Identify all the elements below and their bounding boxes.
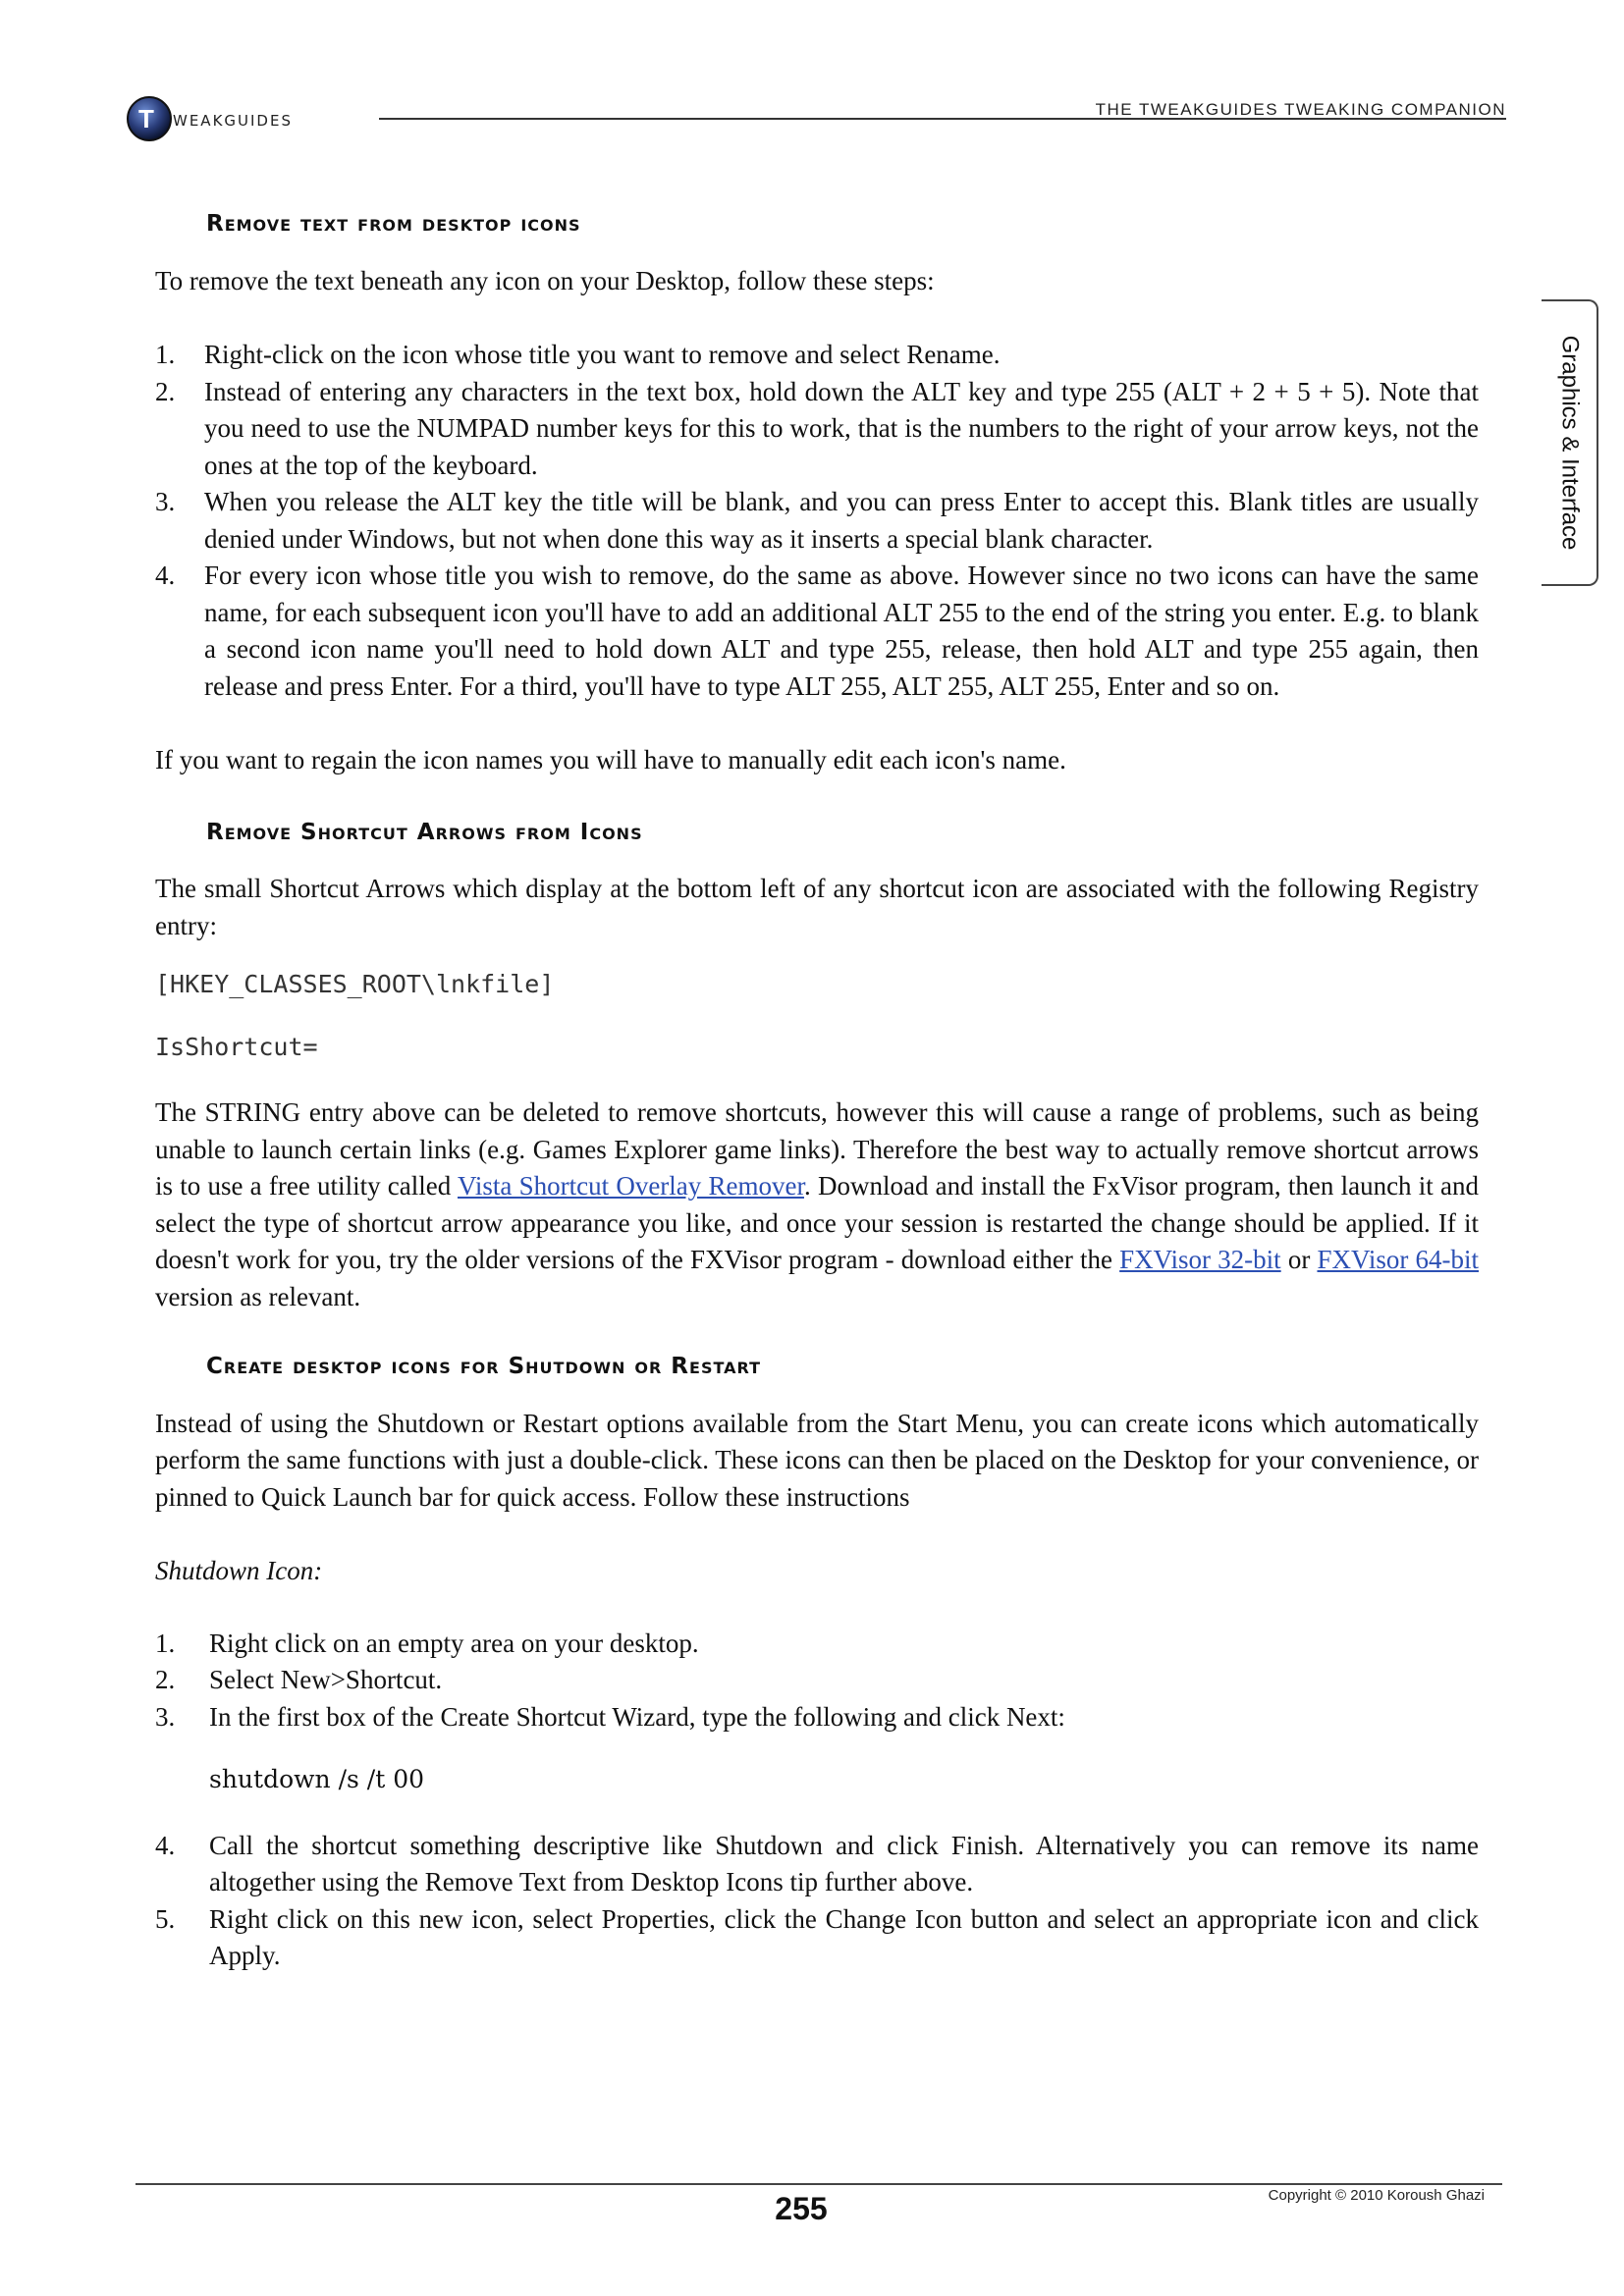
section1-steps [155,337,1479,705]
page-number: 255 [775,2191,828,2226]
shutdown-command: shutdown /s /t 00 [209,1765,425,1793]
list-item: 3. When you release the ALT key the title will be blank, and you can press Enter to accept this. Blank titles are usually denied under Windows, but not when done this way as it inserts a special blank character. [155,487,1479,554]
vista-shortcut-overlay-remover-link[interactable]: Vista Shortcut Overlay Remover [458,1171,804,1201]
svg-text:WEAKGUIDES: WEAKGUIDES [173,112,293,130]
list-item: 4. For every icon whose title you wish to remove, do the same as above. However since no two icons can have the same name, for each subsequent icon you'll have to add an additional ALT 255 to the end of the string you enter. E.g. to blank a second icon name you'll need to hold down ALT and type 255, release, then hold ALT and type 255 again, then release and press Enter. For a third, you'll have to type ALT 255, ALT 255, ALT 255, Enter and so on. [155,561,1479,701]
header-title: THE TWEAKGUIDES TWEAKING COMPANION [1095,100,1506,119]
section2-intro: The small Shortcut Arrows which display at the bottom left of any shortcut icon are associated with the following Registry entry: [155,874,1479,940]
list-item: 5. Right click on this new icon, select Properties, click the Change Icon button and select an appropriate icon and click Apply. [155,1903,1479,1970]
copyright-notice: Copyright © 2010 Koroush Ghazi [1268,2187,1485,2204]
page-content [155,206,1479,1975]
list-item: 2. Instead of entering any characters in the text box, hold down the ALT key and type 255 (ALT + 2 + 5 + 5). Note that you need to use the NUMPAD number keys for this to work, that is the numbers to the right of your arrow keys, not the ones at the top of the keyboard. [155,376,1479,480]
shutdown-icon-subheading: Shutdown Icon: [155,1556,323,1585]
section3-steps-a [155,1626,1479,1736]
chapter-tab-label: Graphics & Interface [1556,335,1584,551]
list-item: 2. Select New>Shortcut. [155,1665,443,1694]
registry-key: [HKEY_CLASSES_ROOT\lnkfile] [155,970,555,998]
page-header [126,90,1506,145]
section3-intro: Instead of using the Shutdown or Restart options available from the Start Menu, you can create icons which automatically perform the same functions with just a double-click. These icons can then be placed on the Desktop for your convenience, or pinned to Quick Launch bar for quick access. Follow these instructions [155,1408,1479,1512]
fxvisor-32bit-link[interactable]: FXVisor 32-bit [1119,1245,1281,1274]
list-item: 1. Right click on an empty area on your desktop. [155,1628,699,1658]
footer-rule [135,2183,1502,2185]
list-item: 3. In the first box of the Create Shortcut Wizard, type the following and click Next: [155,1701,1065,1732]
section1-intro: To remove the text beneath any icon on your Desktop, follow these steps: [155,265,935,295]
section-heading-remove-shortcut-arrows: Remove Shortcut Arrows from Icons [206,819,643,845]
section1-outro: If you want to regain the icon names you will have to manually edit each icon's name. [155,745,1066,774]
svg-text:T: T [138,104,154,133]
chapter-tab [1542,299,1598,586]
section-heading-remove-text: Remove text from desktop icons [206,211,581,237]
tweakguides-logo [126,94,381,143]
fxvisor-64bit-link[interactable]: FXVisor 64-bit [1317,1245,1480,1274]
list-item: 4. Call the shortcut something descriptive like Shutdown and click Finish. Alternatively you can remove its name altogether using the Remove Text from Desktop Icons tip further above. [155,1830,1479,1896]
section3-steps-b [155,1828,1479,1975]
list-item: 1. Right-click on the icon whose title you want to remove and select Rename. [155,340,1001,369]
section2-body: The STRING entry above can be deleted to remove shortcuts, however this will cause a range of problems, such as being unable to launch certain links (e.g. Games Explorer game links). Therefore the best way to actually remove shortcut arrows is to use a free utility called Vista Shortcut Overlay Remover. Download and install the FxVisor program, then launch it and select the type of shortcut arrow appearance you like, and once your session is restarted the change should be applied. If it doesn't work for you, try the older versions of the FXVisor program - download either the FXVisor 32-bit or FXVisor 64-bit version as relevant. [155,1097,1480,1311]
registry-value: IsShortcut= [155,1032,318,1061]
section-heading-create-shutdown-icons: Create desktop icons for Shutdown or Restart [206,1354,762,1379]
